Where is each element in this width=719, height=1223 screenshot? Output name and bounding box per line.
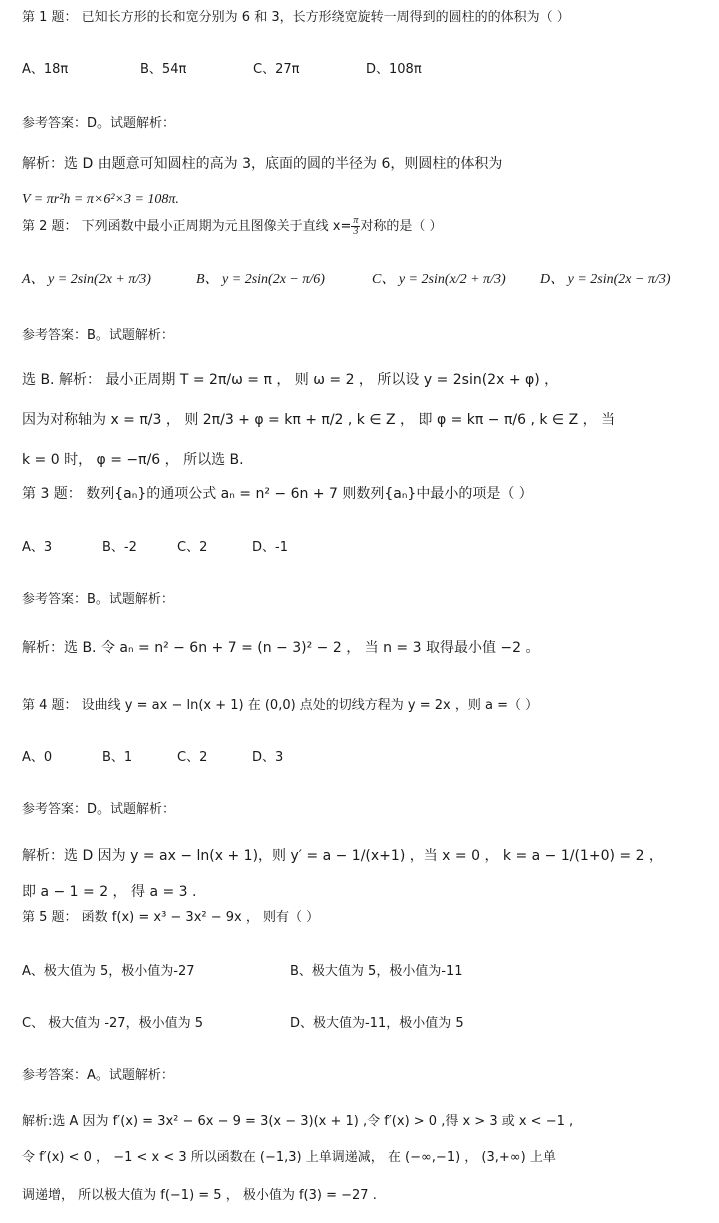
q5-analysis-line3: 调递增， 所以极大值为 f(−1) = 5 ， 极小值为 f(3) = −27 . — [22, 1188, 377, 1203]
q2-analysis-line1: 选 B. 解析： 最小正周期 T = 2π/ω = π ， 则 ω = 2 ， 所以设 y = 2sin(2x + φ) ， — [22, 372, 559, 388]
q4-answer: 参考答案：D。试题解析： — [22, 802, 176, 817]
q1-answer: 参考答案：D。试题解析： — [22, 116, 176, 131]
q1-stem: 第 1 题： 已知长方形的长和宽分别为 6 和 3，长方形绕宽旋转一周得到的圆柱的的体积为（ ） — [22, 10, 570, 25]
q4-option-b: B、1 — [102, 750, 133, 765]
q1-option-c: C、27π — [253, 62, 300, 77]
q2-analysis-line3: k = 0 时， φ = −π/6 ， 所以选 B. — [22, 452, 244, 468]
q1-option-d: D、108π — [366, 62, 422, 77]
q2-stem — [22, 216, 443, 237]
q2-option-b: B、 y = 2sin(2x − π/6) — [196, 272, 325, 287]
q1-analysis-line2: V = πr²h = π×6²×3 = 108π. — [22, 192, 179, 207]
q5-option-c: C、 极大值为 -27，极小值为 5 — [22, 1016, 203, 1031]
q2-option-d: D、 y = 2sin(2x − π/3) — [540, 272, 671, 287]
q2-option-c: C、 y = 2sin(x/2 + π/3) — [372, 272, 506, 287]
q5-option-d: D、极大值为-11，极小值为 5 — [290, 1016, 464, 1031]
q5-answer: 参考答案：A。试题解析： — [22, 1068, 174, 1083]
q1-option-b: B、54π — [140, 62, 187, 77]
q3-stem: 第 3 题： 数列{aₙ}的通项公式 aₙ = n² − 6n + 7 则数列{aₙ}中最小的项是（ ） — [22, 486, 533, 502]
q3-option-b: B、-2 — [102, 540, 137, 555]
q4-option-c: C、2 — [177, 750, 208, 765]
q2-stem-part2: 对称的是（ ） — [360, 219, 443, 234]
q4-option-d: D、3 — [252, 750, 284, 765]
q1-option-a: A、18π — [22, 62, 69, 77]
q1-analysis-line1: 解析：选 D 由题意可知圆柱的高为 3，底面的圆的半径为 6，则圆柱的体积为 — [22, 156, 503, 172]
q5-analysis-line1: 解析:选 A 因为 f′(x) = 3x² − 6x − 9 = 3(x − 3)(x + 1) ,令 f′(x) > 0 ,得 x > 3 或 x < −1 , — [22, 1114, 574, 1129]
q4-analysis-line2: 即 a − 1 = 2 ， 得 a = 3 . — [22, 884, 197, 900]
q3-analysis-line1: 解析：选 B. 令 aₙ = n² − 6n + 7 = (n − 3)² − 2 ， 当 n = 3 取得最小值 −2 。 — [22, 640, 540, 656]
fraction-numerator: π — [353, 215, 359, 226]
q2-analysis-line2: 因为对称轴为 x = π/3 ， 则 2π/3 + φ = kπ + π/2 , k ∈ Z ， 即 φ = kπ − π/6 , k ∈ Z ， 当 — [22, 412, 616, 428]
q5-stem: 第 5 题： 函数 f(x) = x³ − 3x² − 9x ， 则有（ ） — [22, 910, 320, 925]
q3-option-d: D、-1 — [252, 540, 288, 555]
q4-stem: 第 4 题： 设曲线 y = ax − ln(x + 1) 在 (0,0) 点处的切线方程为 y = 2x ，则 a =（ ） — [22, 698, 539, 713]
q3-option-c: C、2 — [177, 540, 208, 555]
fraction-denominator: 3 — [353, 226, 359, 237]
q2-stem-part1: 第 2 题： 下列函数中最小正周期为元且图像关于直线 x= — [22, 219, 352, 234]
q2-option-a: A、 y = 2sin(2x + π/3) — [22, 272, 151, 287]
q3-answer: 参考答案：B。试题解析： — [22, 592, 174, 607]
q5-analysis-line2: 令 f′(x) < 0 ， −1 < x < 3 所以函数在 (−1,3) 上单调递减， 在 (−∞,−1) ， (3,+∞) 上单 — [22, 1150, 556, 1165]
q5-option-a: A、极大值为 5，极小值为-27 — [22, 964, 195, 979]
q3-option-a: A、3 — [22, 540, 53, 555]
q4-option-a: A、0 — [22, 750, 53, 765]
q4-analysis-line1: 解析：选 D 因为 y = ax − ln(x + 1)，则 y′ = a − 1/(x+1) ，当 x = 0 ， k = a − 1/(1+0) = 2 ， — [22, 848, 663, 864]
q5-option-b: B、极大值为 5，极小值为-11 — [290, 964, 463, 979]
q2-answer: 参考答案：B。试题解析： — [22, 328, 174, 343]
